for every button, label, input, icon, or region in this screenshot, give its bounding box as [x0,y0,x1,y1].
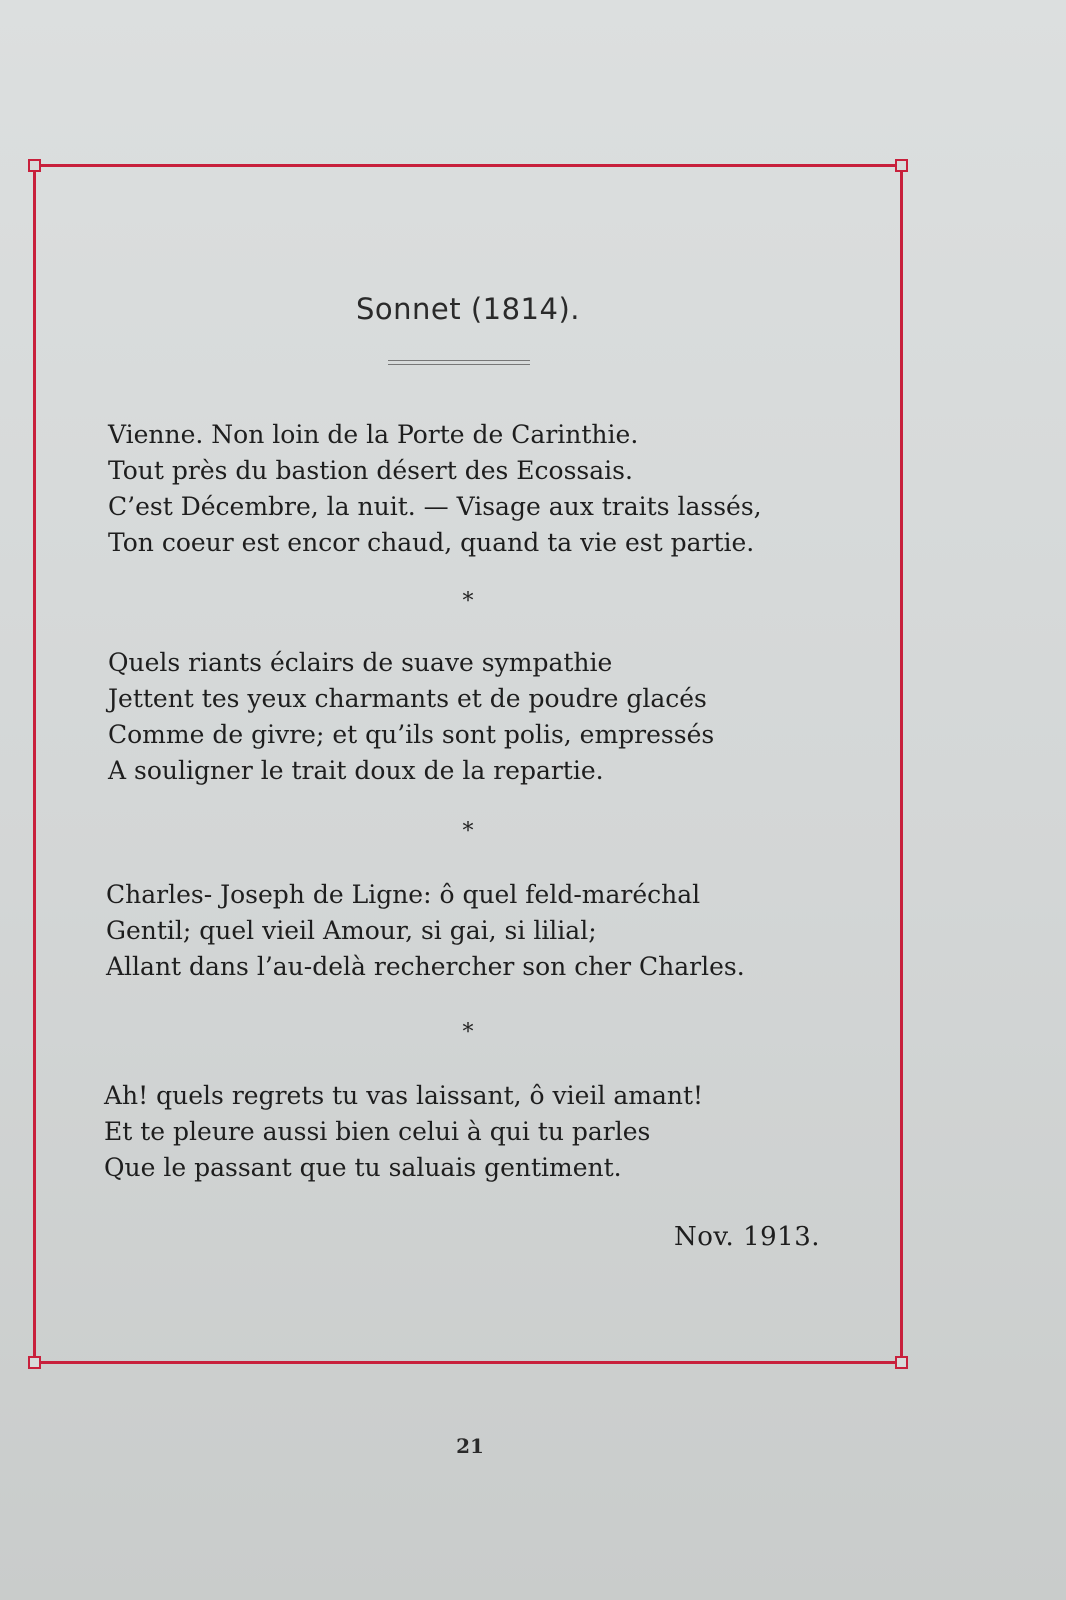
verse-line: Et te pleure aussi bien celui à qui tu parles [104,1117,651,1146]
verse-line: Allant dans l’au-delà rechercher son cher Charles. [106,952,745,981]
stanza-1 [108,417,762,561]
stanza-separator-asterisk: * [462,819,474,844]
frame-corner-ornament [28,159,41,172]
verse-line: Gentil; quel vieil Amour, si gai, si lilial; [106,916,597,945]
stanza-2 [108,645,714,789]
stanza-separator-asterisk: * [462,1020,474,1045]
stanza-3 [106,877,745,985]
verse-line: Ton coeur est encor chaud, quand ta vie est partie. [108,528,755,557]
frame-corner-ornament [895,1356,908,1369]
verse-line: A souligner le trait doux de la repartie. [108,756,604,785]
verse-line: Charles- Joseph de Ligne: ô quel feld-maréchal [106,880,701,909]
stanza-separator-asterisk: * [462,589,474,614]
verse-line: Vienne. Non loin de la Porte de Carinthie. [108,420,639,449]
poem-title: Sonnet (1814). [356,292,580,326]
title-divider [388,360,530,365]
verse-line: Quels riants éclairs de suave sympathie [108,648,613,677]
verse-line: Comme de givre; et qu’ils sont polis, empressés [108,720,715,749]
verse-line: Tout près du bastion désert des Ecossais. [108,456,633,485]
verse-line: Que le passant que tu saluais gentiment. [104,1153,622,1182]
frame-corner-ornament [895,159,908,172]
stanza-4 [104,1078,703,1186]
page-number: 21 [456,1434,484,1458]
poem-date: Nov. 1913. [674,1222,820,1252]
verse-line: Ah! quels regrets tu vas laissant, ô vieil amant! [104,1081,704,1110]
verse-line: C’est Décembre, la nuit. — Visage aux traits lassés, [108,492,762,521]
frame-corner-ornament [28,1356,41,1369]
decorative-frame [33,164,903,1364]
verse-line: Jettent tes yeux charmants et de poudre glacés [108,684,707,713]
